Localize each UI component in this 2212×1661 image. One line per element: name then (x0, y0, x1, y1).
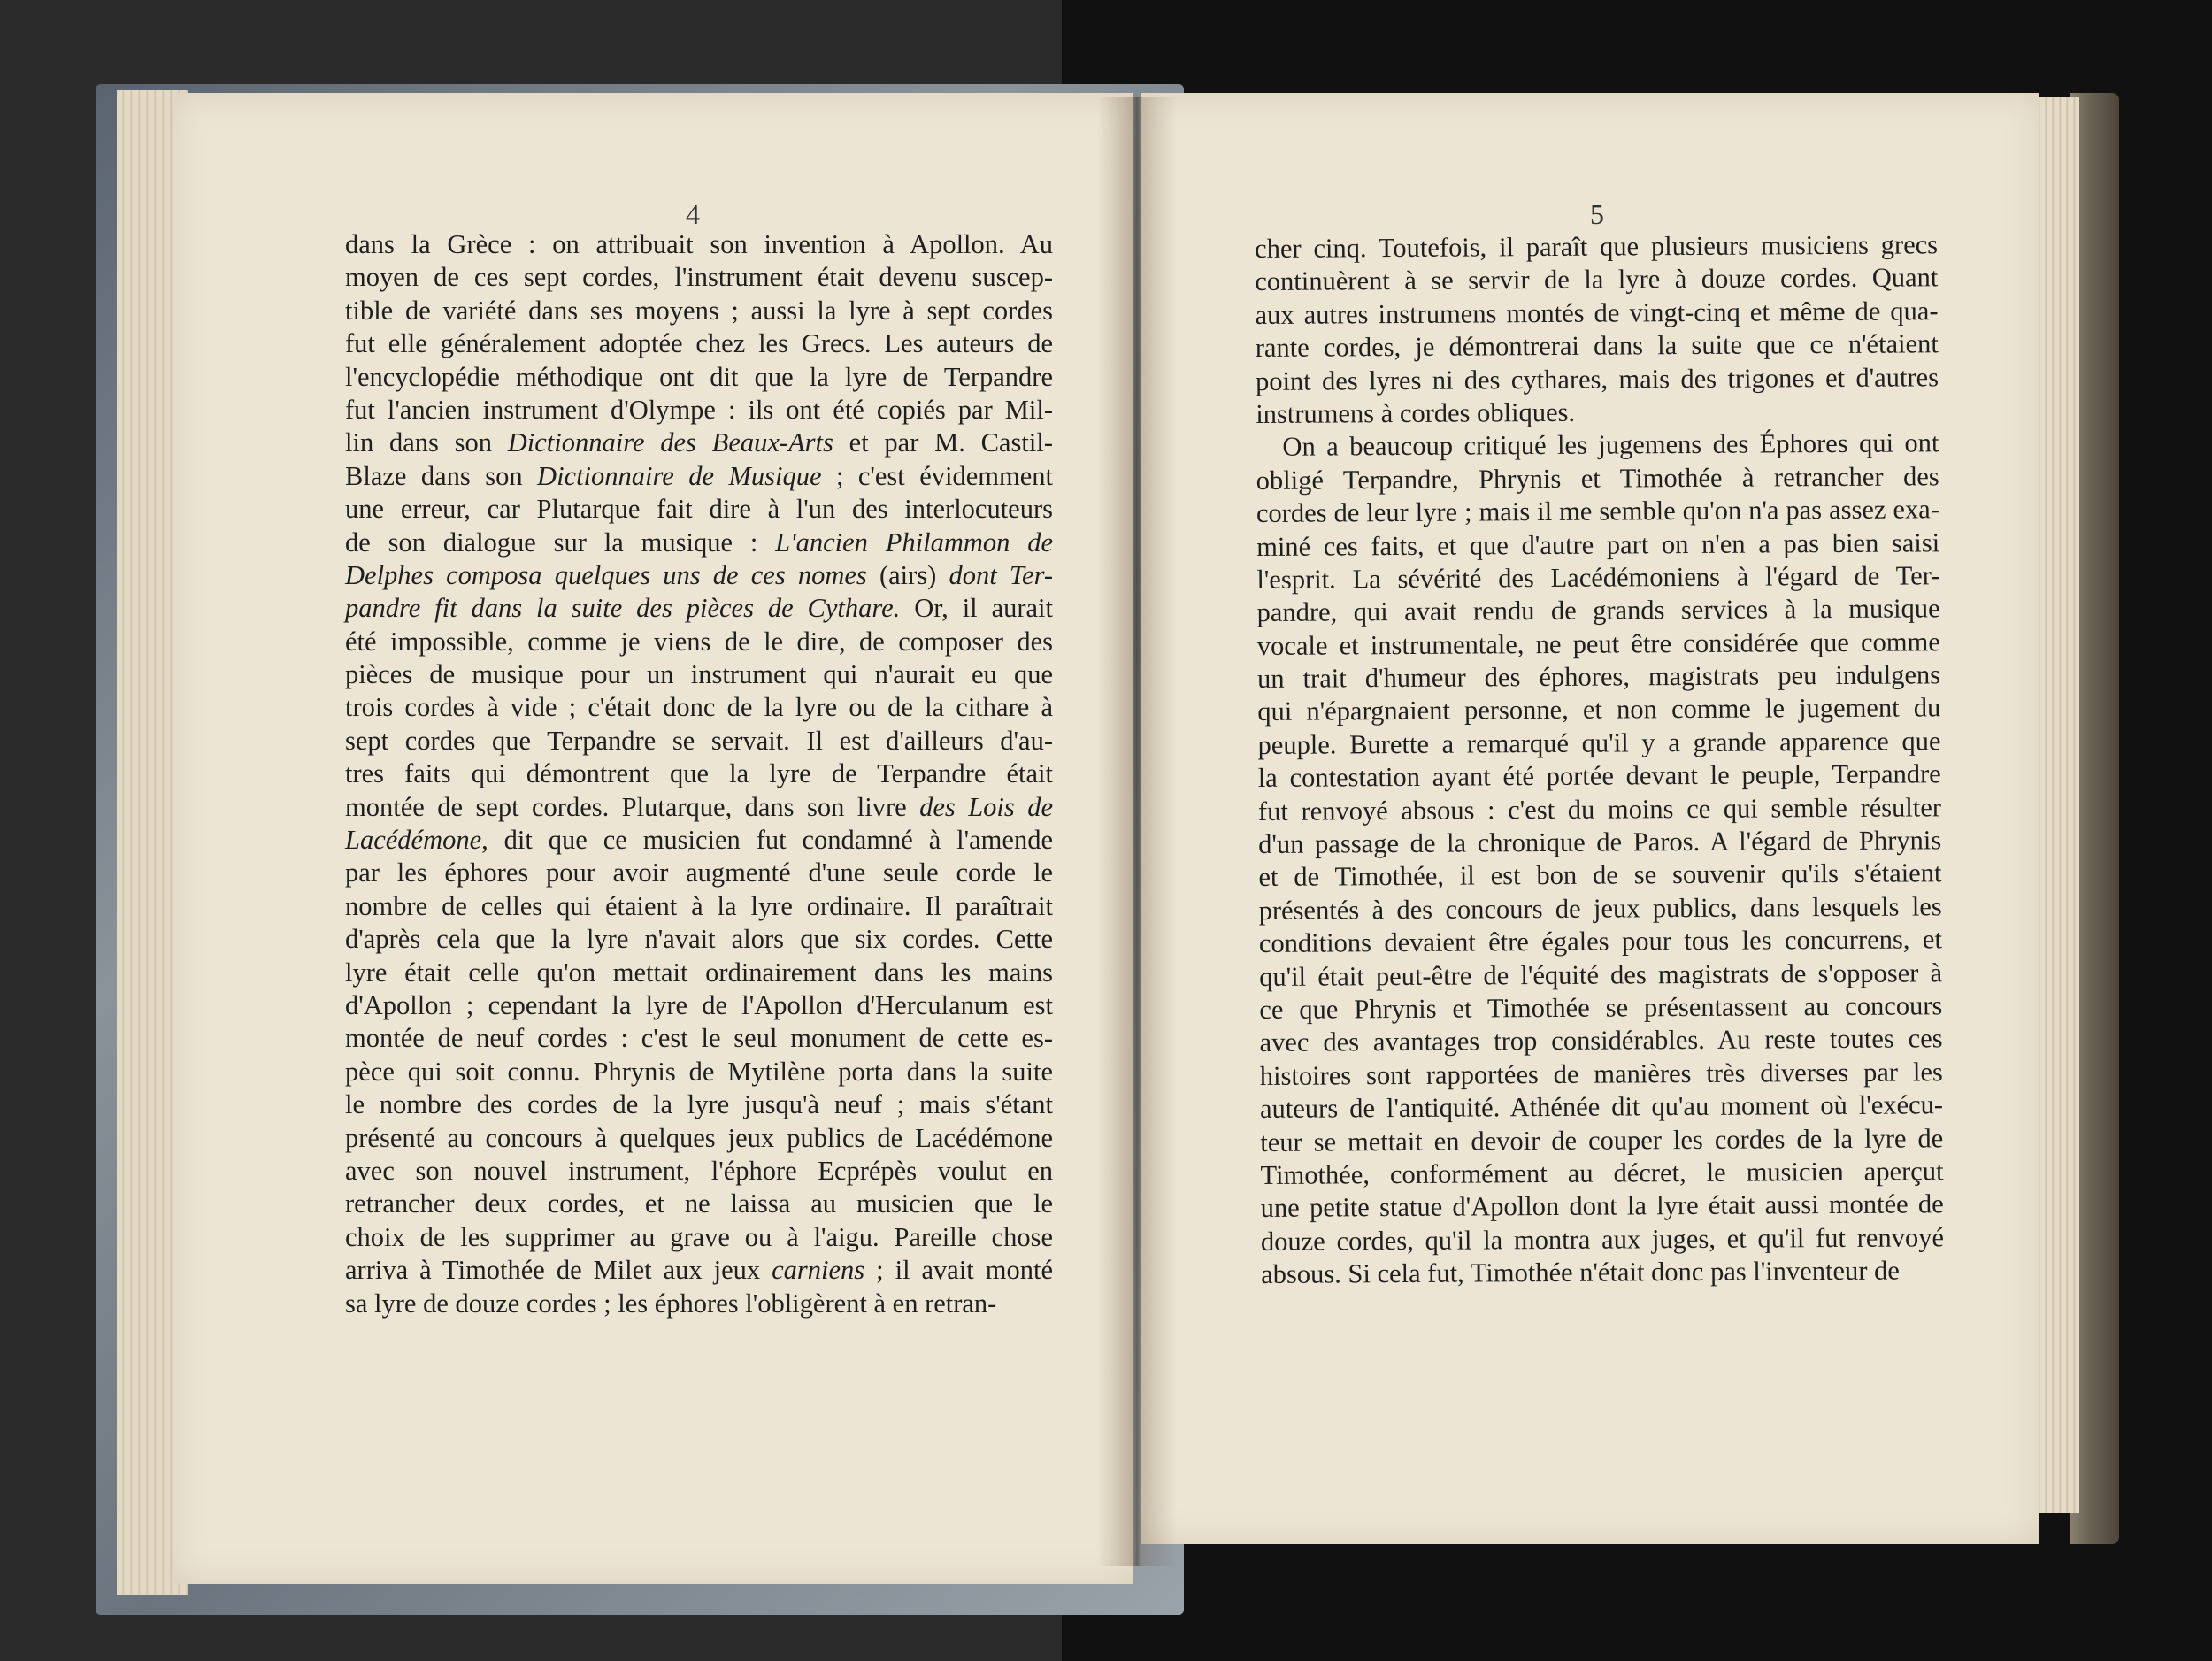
text-segment: trois cordes à vide ; c'était donc de la lyre ou de la cithare à (345, 692, 1053, 723)
text-line (1257, 725, 1940, 762)
text-segment: fut l'ancien instrument d'Olympe : ils ont été copiés par Mil- (345, 394, 1053, 425)
text-line (345, 327, 1053, 360)
text-line (1257, 692, 1940, 729)
text-segment: aux autres instrumens montés de vingt-cinq et même de qua- (1255, 296, 1939, 330)
text-segment: et par M. Castil- (833, 427, 1053, 458)
text-segment: Timothée, conformément au décret, le musicien aperçut (1260, 1156, 1944, 1190)
text-segment: d'après cela que la lyre n'avait alors que six cordes. Cette (345, 924, 1053, 955)
text-line (345, 1122, 1053, 1155)
text-segment: obligé Terpandre, Phrynis et Timothée à retrancher des (1256, 461, 1939, 496)
text-segment: été impossible, comme je viens de le dire, de composer des (345, 626, 1053, 657)
text-line (345, 857, 1053, 889)
text-line (345, 460, 1053, 493)
text-segment: douze cordes, qu'il la montra aux juges, et qu'il fut renvoyé (1260, 1221, 1945, 1257)
text-line (1256, 527, 1939, 564)
text-segment: pèce qui soit connu. Phrynis de Mytilène porta dans la suite (345, 1056, 1053, 1087)
text-line (345, 791, 1053, 824)
text-line (1260, 1155, 1943, 1192)
text-line (1256, 427, 1939, 465)
text-line (1259, 1023, 1942, 1060)
text-segment: absous. Si cela fut, Timothée n'était donc pas l'inventeur de (1261, 1255, 1900, 1290)
text-line (345, 1254, 1053, 1287)
text-segment: lyre était celle qu'on mettait ordinairement dans les mains (345, 957, 1053, 988)
text-segment: le nombre des cordes de la lyre jusqu'à neuf ; mais s'étant (345, 1089, 1053, 1120)
italic-text-segment: Dictionnaire des Beaux-Arts (507, 427, 833, 458)
text-segment: teur se mettait en devoir de couper les cordes de la lyre de (1260, 1122, 1944, 1157)
text-segment: miné ces faits, et que d'autre part on n'en a pas bien saisi (1256, 527, 1940, 562)
text-line (1258, 791, 1941, 828)
text-line (1259, 957, 1942, 994)
text-segment: point des lyres ni des cythares, mais des trigones et d'autres (1255, 361, 1939, 396)
right-page-text (1255, 228, 1944, 1291)
text-line (345, 890, 1053, 923)
text-line (345, 658, 1053, 691)
text-line (1255, 262, 1938, 299)
text-segment: qu'il était peut-être de l'équité des magistrats de s'opposer à (1259, 957, 1943, 992)
text-segment: retrancher deux cordes, et ne laissa au musicien que le (345, 1188, 1053, 1219)
text-segment: arriva à Timothée de Milet aux jeux (345, 1255, 772, 1286)
text-segment: fut elle généralement adoptée chez les Grecs. Les auteurs de (345, 328, 1053, 359)
text-line (345, 361, 1053, 394)
text-segment: peuple. Burette a remarqué qu'il y a grande apparence que (1257, 726, 1941, 760)
text-segment: fut renvoyé absous : c'est du moins ce qui semble résulter (1257, 791, 1942, 827)
text-segment: par les éphores pour avoir augmenté d'une seule corde le (345, 857, 1053, 888)
text-line (1255, 228, 1938, 265)
text-line (1258, 824, 1941, 861)
text-line (1261, 1254, 1944, 1291)
text-segment: instrumens à cordes obliques. (1256, 396, 1576, 429)
text-line (1258, 857, 1941, 895)
text-line (345, 757, 1053, 790)
italic-text-segment: carniens (772, 1255, 865, 1286)
text-segment: ; il avait monté (864, 1255, 1053, 1286)
text-line (345, 493, 1053, 526)
text-segment: tres faits qui démontrent que la lyre de Terpandre était (345, 758, 1053, 789)
text-segment: On a beaucoup critiqué les jugemens des Éphores qui ont (1282, 427, 1939, 463)
text-segment: la contestation ayant été portée devant le peuple, Terpandre (1257, 758, 1941, 794)
text-segment: Or, il aurait (900, 593, 1053, 624)
italic-text-segment: Lacédémone (345, 825, 482, 856)
text-segment: tible de variété dans ses moyens ; aussi la lyre à sept cordes (345, 295, 1053, 326)
italic-text-segment: pandre fit dans la suite des pièces de Cythare. (345, 593, 901, 624)
text-segment: l'esprit. La sévérité des Lacédémoniens à l'égard de Ter- (1256, 560, 1940, 595)
italic-text-segment: dont Ter- (949, 559, 1054, 590)
text-segment: choix de les supprimer au grave ou à l'aigu. Pareille chose (345, 1221, 1053, 1252)
text-segment: vocale et instrumentale, ne peut être considérée que comme (1256, 626, 1940, 661)
italic-text-segment: des Lois de (919, 791, 1054, 822)
text-line (1259, 989, 1942, 1027)
text-segment: une erreur, car Plutarque fait dire à l'un des interlocuteurs (345, 494, 1053, 525)
text-segment: moyen de ces sept cordes, l'instrument était devenu suscep- (345, 262, 1053, 293)
italic-text-segment: Delphes composa quelques uns de ces nomes (345, 559, 867, 590)
text-segment: avec son nouvel instrument, l'éphore Ecprépès voulut en (345, 1155, 1053, 1186)
text-line (345, 1022, 1053, 1055)
text-line (1261, 1221, 1944, 1258)
text-segment: histoires sont rapportées de manières très diverses par les (1259, 1057, 1943, 1091)
text-line (1260, 1122, 1943, 1159)
text-segment: conditions devaient être égales pour tous les concurrens, et (1258, 924, 1942, 959)
text-segment: pièces de musique pour un instrument qui n'aurait eu que (345, 659, 1053, 690)
italic-text-segment: Dictionnaire de Musique (537, 460, 822, 491)
text-line (1257, 626, 1940, 663)
text-segment: de son dialogue sur la musique : (345, 527, 776, 558)
text-segment: d'un passage de la chronique de Paros. A l'égard de Phrynis (1258, 825, 1942, 860)
text-line (345, 527, 1053, 559)
text-line (1260, 1088, 1943, 1126)
text-line (1258, 758, 1941, 796)
text-segment: ce que Phrynis et Timothée se présentassent au concours (1259, 990, 1943, 1025)
text-segment: lin dans son (345, 427, 508, 458)
text-line (345, 957, 1053, 989)
text-line (345, 228, 1053, 261)
text-line (345, 989, 1053, 1022)
text-line (345, 691, 1053, 724)
text-segment: d'Apollon ; cependant la lyre de l'Apollon d'Herculanum est (345, 989, 1053, 1020)
text-segment: , dit que ce musicien fut condamné à l'amende (481, 825, 1053, 856)
text-line (1256, 394, 1939, 431)
text-line (1256, 460, 1939, 497)
text-line (345, 559, 1053, 592)
text-line (345, 1188, 1053, 1220)
text-segment: montée de neuf cordes : c'est le seul monument de cette es- (345, 1023, 1053, 1054)
text-segment: présenté au concours à quelques jeux publics de Lacédémone (345, 1122, 1053, 1153)
text-line (345, 725, 1053, 757)
text-line (1257, 658, 1940, 696)
text-segment: continuèrent à se servir de la lyre à douze cordes. Quant (1255, 262, 1939, 297)
text-segment: auteurs de l'antiquité. Athénée dit qu'au moment où l'exécu- (1259, 1089, 1944, 1125)
text-line (345, 1088, 1053, 1121)
text-segment: qui n'épargnaient personne, et non comme le jugement du (1257, 692, 1941, 727)
text-line (345, 261, 1053, 294)
text-line (1259, 923, 1942, 960)
text-line (345, 1221, 1053, 1254)
book-gutter (1097, 97, 1177, 1566)
text-line (1256, 361, 1939, 398)
text-segment: avec des avantages trop considérables. Au reste toutes ces (1259, 1023, 1943, 1058)
right-page-number: 5 (1590, 198, 1604, 230)
text-segment: un trait d'humeur des éphores, magistrats peu indulgens (1256, 659, 1941, 695)
text-line (1260, 1056, 1943, 1093)
italic-text-segment: L'ancien Philammon de (775, 527, 1054, 558)
text-line (345, 626, 1053, 658)
text-segment: (airs) (866, 559, 949, 590)
left-page-text (345, 228, 1053, 1320)
text-line (345, 923, 1053, 956)
text-segment: ; c'est évidemment (821, 460, 1053, 491)
text-line (345, 394, 1053, 427)
text-line (1261, 1188, 1944, 1226)
text-line (345, 1056, 1053, 1088)
text-line (1256, 559, 1939, 596)
text-segment: dans la Grèce : on attribuait son invention à Apollon. Au (345, 229, 1053, 259)
text-segment: présentés à des concours de jeux publics, dans lesquels les (1258, 891, 1942, 926)
text-segment: une petite statue d'Apollon dont la lyre était aussi montée de (1260, 1188, 1944, 1224)
text-line (345, 824, 1053, 857)
text-segment: et de Timothée, il est bon de se souvenir qu'ils s'étaient (1258, 857, 1942, 893)
text-segment: sa lyre de douze cordes ; les éphores l'obligèrent à en retran- (345, 1288, 997, 1319)
text-line (1256, 327, 1939, 365)
text-segment: montée de sept cordes. Plutarque, dans son livre (345, 791, 920, 822)
text-line (1257, 593, 1940, 630)
text-segment: cher cinq. Toutefois, il paraît que plusieurs musiciens grecs (1255, 229, 1939, 264)
text-segment: nombre de celles qui étaient à la lyre ordinaire. Il paraîtrait (345, 890, 1053, 921)
text-line (1255, 295, 1938, 332)
text-segment: cordes de leur lyre ; mais il me semble qu'on n'a pas assez exa- (1256, 494, 1940, 529)
left-page-number: 4 (686, 198, 700, 230)
text-segment: l'encyclopédie méthodique ont dit que la lyre de Terpandre (345, 361, 1053, 392)
text-line (1256, 493, 1939, 530)
text-segment: sept cordes que Terpandre se servait. Il est d'ailleurs d'au- (345, 725, 1053, 756)
text-line (345, 427, 1053, 459)
text-line (345, 592, 1053, 625)
text-segment: pandre, qui avait rendu de grands services à la musique (1256, 593, 1940, 628)
text-line (345, 295, 1053, 327)
text-line (345, 1155, 1053, 1188)
text-line (345, 1288, 1053, 1320)
text-segment: rante cordes, je démontrerai dans la suite que ce n'étaient (1255, 328, 1939, 364)
text-line (1259, 890, 1942, 927)
text-segment: Blaze dans son (345, 460, 538, 491)
